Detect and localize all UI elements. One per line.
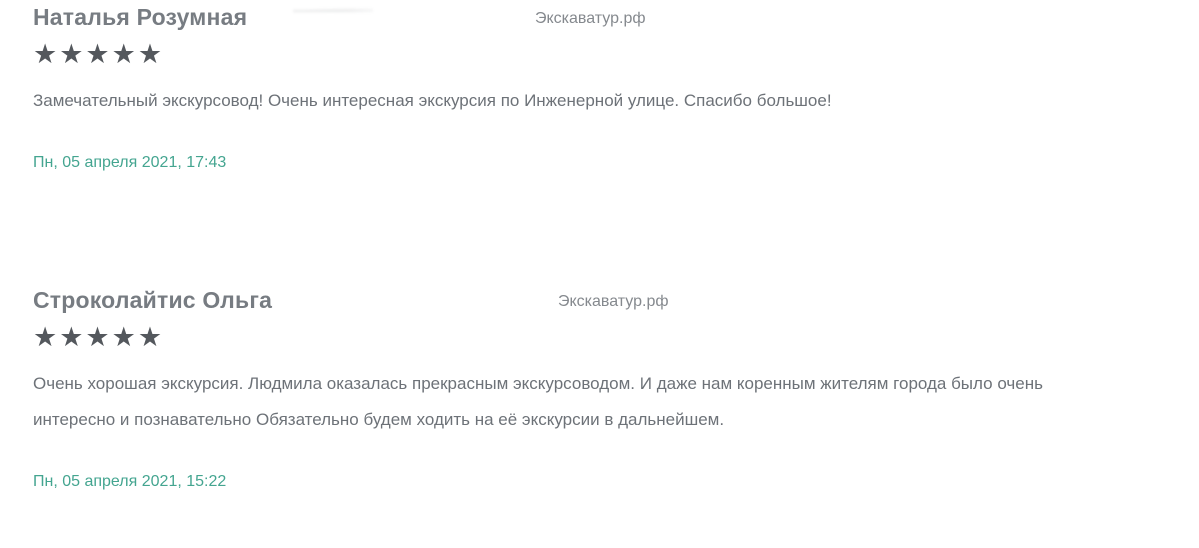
review-text: Очень хорошая экскурсия. Людмила оказалась прекрасным экскурсоводом. И даже нам коренным жителям города было очень интересно и познавательно Обязательно будем ходить на её экскурсии в дальнейшем. bbox=[33, 374, 1043, 429]
review-card bbox=[33, 285, 1179, 493]
review-date-link[interactable]: Пн, 05 апреля 2021, 15:22 bbox=[33, 473, 227, 490]
review-text: Замечательный экскурсовод! Очень интересная экскурсия по Инженерной улице. Спасибо большое! bbox=[33, 91, 832, 110]
review-source-label: Экскаватур.рф bbox=[558, 293, 669, 310]
review-source-label: Экскаватур.рф bbox=[535, 10, 646, 27]
review-card bbox=[33, 2, 1179, 174]
reviewer-name: Строколайтис Ольга bbox=[33, 287, 273, 313]
review-header bbox=[33, 2, 1179, 32]
reviewer-name: Наталья Розумная bbox=[33, 4, 248, 30]
star-rating-icons: ★★★★★ bbox=[33, 322, 165, 353]
star-rating-icons: ★★★★★ bbox=[33, 39, 165, 70]
review-date-link[interactable]: Пн, 05 апреля 2021, 17:43 bbox=[33, 154, 227, 171]
review-header bbox=[33, 285, 1179, 315]
